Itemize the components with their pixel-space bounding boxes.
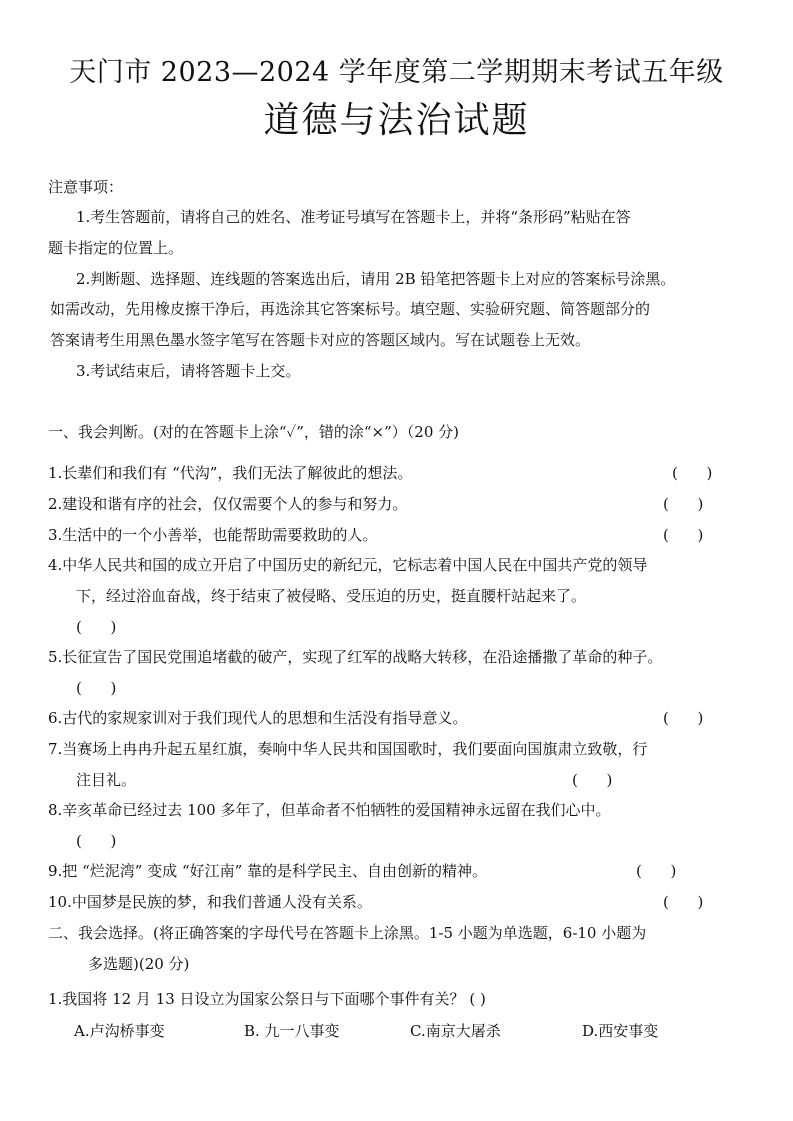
choice-option-c: C.南京大屠杀 (410, 1022, 501, 1040)
judge-item-4: 4.中华人民共和国的成立开启了中国历史的新纪元，它标志着中国人民在中国共产党的领导 (48, 556, 648, 574)
section1-heading: 一、我会判断。(对的在答题卡上涂“✓”，错的涂“×”）（20 分) (48, 423, 459, 441)
answer-paren: ( ) (672, 464, 713, 482)
answer-paren: ( ) (636, 862, 677, 880)
answer-paren: ( ) (663, 495, 704, 513)
notice-line: 3.考试结束后，请将答题卡上交。 (76, 362, 301, 380)
answer-paren: ( ) (76, 618, 117, 636)
judge-item-5: 5.长征宣告了国民党围追堵截的破产，实现了红军的战略大转移，在沿途播撒了革命的种子。 (48, 648, 663, 666)
section2-heading: 二、我会选择。(将正确答案的字母代号在答题卡上涂黑。1-5 小题为单选题，6-10 小题为 (48, 924, 647, 942)
section2-heading-cont: 多选题)(20 分) (88, 955, 190, 973)
choice-q1-stem: 1.我国将 12 月 13 日设立为国家公祭日与下面哪个事件有关？ ( ) (48, 990, 486, 1008)
exam-title-line2: 道德与法治试题 (263, 100, 530, 141)
choice-option-d: D.西安事变 (582, 1022, 659, 1040)
notice-line: 如需改动，先用橡皮擦干净后，再选涂其它答案标号。填空题、实验研究题、简答题部分的 (50, 300, 651, 318)
answer-paren: ( ) (663, 526, 704, 544)
notice-heading: 注意事项： (48, 178, 124, 196)
judge-item-10: 10.中国梦是民族的梦，和我们普通人没有关系。 (48, 893, 372, 911)
judge-item-8: 8.辛亥革命已经过去 100 多年了，但革命者不怕牺牲的爱国精神永远留在我们心中。 (48, 801, 611, 819)
answer-paren: ( ) (572, 771, 613, 789)
notice-line: 题卡指定的位置上。 (48, 239, 184, 257)
answer-paren: ( ) (663, 709, 704, 727)
answer-paren: ( ) (663, 893, 704, 911)
choice-option-a: A.卢沟桥事变 (74, 1022, 165, 1040)
notice-line: 答案请考生用黑色墨水签字笔写在答题卡对应的答题区域内。写在试题卷上无效。 (50, 331, 591, 349)
judge-item-1: 1.长辈们和我们有 “代沟”，我们无法了解彼此的想法。 (48, 464, 413, 482)
judge-item-9: 9.把 “烂泥湾” 变成 “好江南” 靠的是科学民主、自由创新的精神。 (48, 862, 488, 880)
judge-item-4-cont: 下，经过浴血奋战，终于结束了被侵略、受压迫的历史，挺直腰杆站起来了。 (76, 587, 587, 605)
judge-item-6: 6.古代的家规家训对于我们现代人的思想和生活没有指导意义。 (48, 709, 468, 727)
judge-item-7-cont: 注目礼。 (76, 771, 137, 789)
choice-option-b: B. 九一八事变 (244, 1022, 340, 1040)
notice-line: 1.考生答题前，请将自己的姓名、准考证号填写在答题卡上，并将“条形码”粘贴在答 (76, 208, 631, 226)
answer-paren: ( ) (76, 832, 117, 850)
exam-title-line1: 天门市 2023—2024 学年度第二学期期末考试五年级 (69, 57, 724, 88)
judge-item-2: 2.建设和谐有序的社会，仅仅需要个人的参与和努力。 (48, 495, 408, 513)
judge-item-3: 3.生活中的一个小善举，也能帮助需要救助的人。 (48, 526, 378, 544)
notice-line: 2.判断题、选择题、连线题的答案选出后，请用 2B 铅笔把答题卡上对应的答案标号涂黑。 (76, 270, 676, 288)
judge-item-7: 7.当赛场上冉冉升起五星红旗，奏响中华人民共和国国歌时，我们要面向国旗肃立致敬，行 (48, 740, 648, 758)
answer-paren: ( ) (76, 679, 117, 697)
